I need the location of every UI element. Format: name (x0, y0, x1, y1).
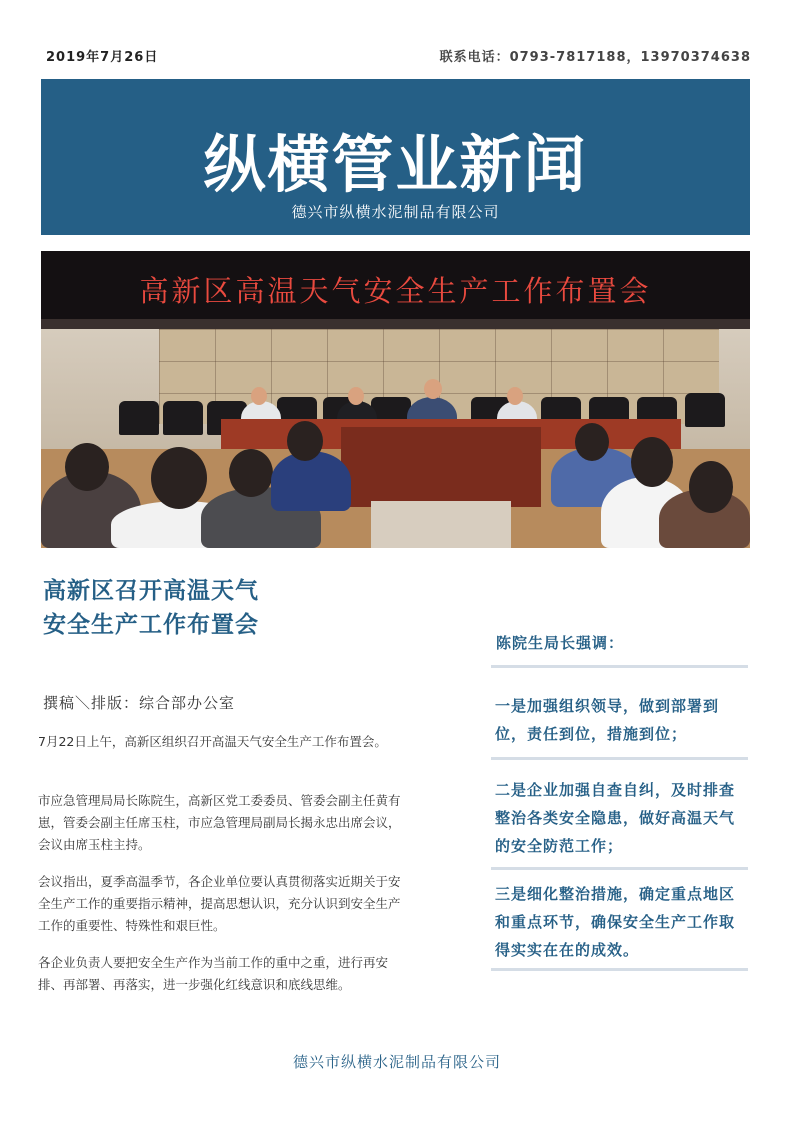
article-title-line: 高新区召开高温天气 (43, 578, 259, 604)
photo-aisle (371, 501, 511, 548)
meeting-photo (41, 251, 750, 548)
photo-audience-head (575, 423, 609, 461)
photo-chair (685, 393, 725, 427)
contact-phone: 联系电话：0793-7817188，13970374638 (439, 50, 751, 65)
article-title-line: 安全生产工作布置会 (43, 612, 259, 638)
photo-audience-head (631, 437, 673, 487)
sidebar-divider (491, 968, 748, 971)
masthead-banner (41, 79, 750, 235)
photo-audience-head (65, 443, 109, 491)
sidebar-point: 三是细化整治措施，确定重点地区和重点环节，确保安全生产工作取得实实在在的成效。 (495, 885, 736, 959)
photo-audience-person (271, 451, 351, 511)
sidebar-heading: 陈院生局长强调： (496, 634, 625, 652)
photo-person-face (507, 387, 523, 405)
photo-person-face (424, 379, 442, 399)
led-banner-text: 高新区高温天气安全生产工作布置会 (139, 274, 652, 308)
photo-person-face (348, 387, 364, 405)
article-paragraph: 会议指出，夏季高温季节，各企业单位要认真贯彻落实近期关于安全生产工作的重要指示精神，提高思想认识，充分认识到安全生产工作的重要性、特殊性和艰巨性。 (38, 874, 401, 933)
article-paragraph: 7月22日上午，高新区组织召开高温天气安全生产工作布置会。 (38, 734, 387, 749)
sidebar-point: 二是企业加强自查自纠，及时排查整治各类安全隐患，做好高温天气的安全防范工作； (495, 781, 736, 855)
photo-audience-head (229, 449, 273, 497)
photo-audience-head (689, 461, 733, 513)
article-paragraph: 各企业负责人要把安全生产作为当前工作的重中之重，进行再安排、再部署、再落实，进一步强化红线意识和底线思维。 (38, 955, 389, 992)
article-title (43, 574, 259, 642)
article-byline: 撰稿＼排版：综合部办公室 (43, 694, 236, 712)
photo-audience-head (287, 421, 323, 461)
photo-front-desk (341, 427, 541, 507)
masthead-title: 纵横管业新闻 (203, 128, 588, 201)
photo-chair (119, 401, 159, 435)
photo-ceiling (41, 319, 750, 329)
sidebar-divider (491, 867, 748, 870)
sidebar-divider (491, 757, 748, 760)
photo-audience-head (151, 447, 207, 509)
masthead-subtitle: 德兴市纵横水泥制品有限公司 (291, 203, 500, 221)
article-paragraph: 市应急管理局局长陈院生，高新区党工委委员、管委会副主任黄有崽，管委会副主任席玉柱，市应急管理局副局长揭永忠出席会议，会议由席玉柱主持。 (38, 793, 401, 852)
photo-person-face (251, 387, 267, 405)
photo-chair (163, 401, 203, 435)
sidebar-divider (491, 665, 748, 668)
sidebar-point: 一是加强组织领导，做到部署到位，责任到位，措施到位； (495, 697, 720, 743)
footer-company: 德兴市纵横水泥制品有限公司 (292, 1053, 501, 1071)
issue-date: 2019年7月26日 (46, 50, 159, 65)
